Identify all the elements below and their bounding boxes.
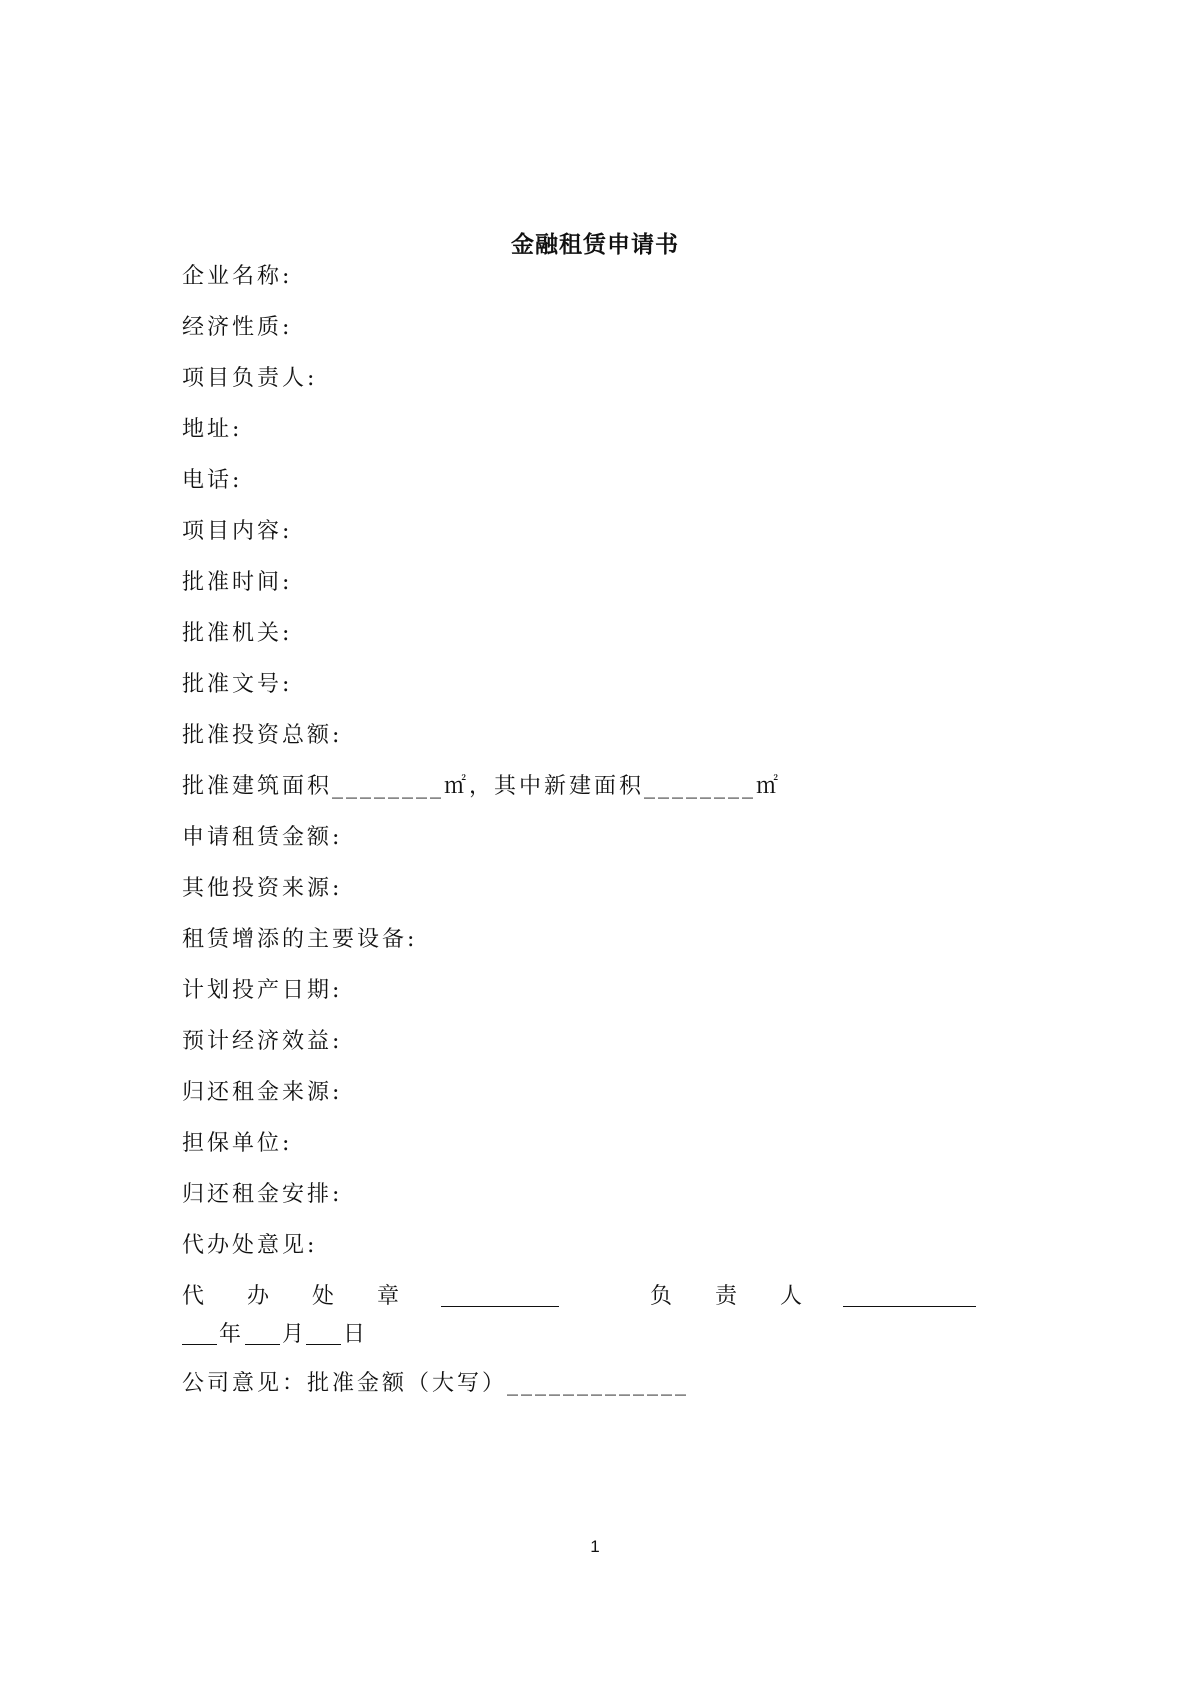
- field-expected-benefits: 预计经济效益:: [182, 1029, 343, 1054]
- field-company-opinion: 公司意见：批准金额（大写）_____________: [182, 1371, 690, 1396]
- field-rent-repayment-source: 归还租金来源:: [182, 1080, 343, 1105]
- seal-blank: [441, 1286, 559, 1307]
- document-title: 金融租赁申请书: [511, 231, 679, 258]
- page-number: 1: [590, 1537, 600, 1556]
- day-blank: [306, 1324, 341, 1345]
- field-approval-time: 批准时间:: [182, 570, 293, 595]
- seal-char: 章: [377, 1284, 400, 1309]
- field-project-content: 项目内容:: [182, 519, 293, 544]
- year-blank: [182, 1324, 217, 1345]
- field-project-leader: 项目负责人:: [182, 366, 318, 391]
- field-agency-opinion: 代办处意见:: [182, 1233, 318, 1258]
- date-year-label: 年: [219, 1322, 242, 1347]
- field-approval-doc-no: 批准文号:: [182, 672, 293, 697]
- field-company-name: 企业名称:: [182, 264, 293, 289]
- date-month-label: 月: [282, 1322, 305, 1347]
- field-phone: 电话:: [182, 468, 243, 493]
- field-economic-nature: 经济性质:: [182, 315, 293, 340]
- field-applied-lease-amount: 申请租赁金额:: [182, 825, 343, 850]
- field-approved-total-investment: 批准投资总额:: [182, 723, 343, 748]
- field-guarantor: 担保单位:: [182, 1131, 293, 1156]
- month-blank: [245, 1324, 280, 1345]
- field-other-funding-sources: 其他投资来源:: [182, 876, 343, 901]
- seal-char: 办: [247, 1284, 270, 1309]
- leader-char: 负: [650, 1284, 673, 1309]
- field-approval-authority: 批准机关:: [182, 621, 293, 646]
- leader-blank: [843, 1286, 976, 1307]
- field-address: 地址:: [182, 417, 243, 442]
- seal-char: 代: [182, 1284, 205, 1309]
- field-planned-production-date: 计划投产日期:: [182, 978, 343, 1003]
- field-main-equipment: 租赁增添的主要设备:: [182, 927, 418, 952]
- field-rent-repayment-arrangement: 归还租金安排:: [182, 1182, 343, 1207]
- field-approved-building-area: 批准建筑面积________㎡，其中新建面积________㎡: [182, 774, 782, 799]
- leader-char: 责: [715, 1284, 738, 1309]
- date-day-label: 日: [343, 1322, 366, 1347]
- leader-char: 人: [780, 1284, 803, 1309]
- seal-char: 处: [312, 1284, 335, 1309]
